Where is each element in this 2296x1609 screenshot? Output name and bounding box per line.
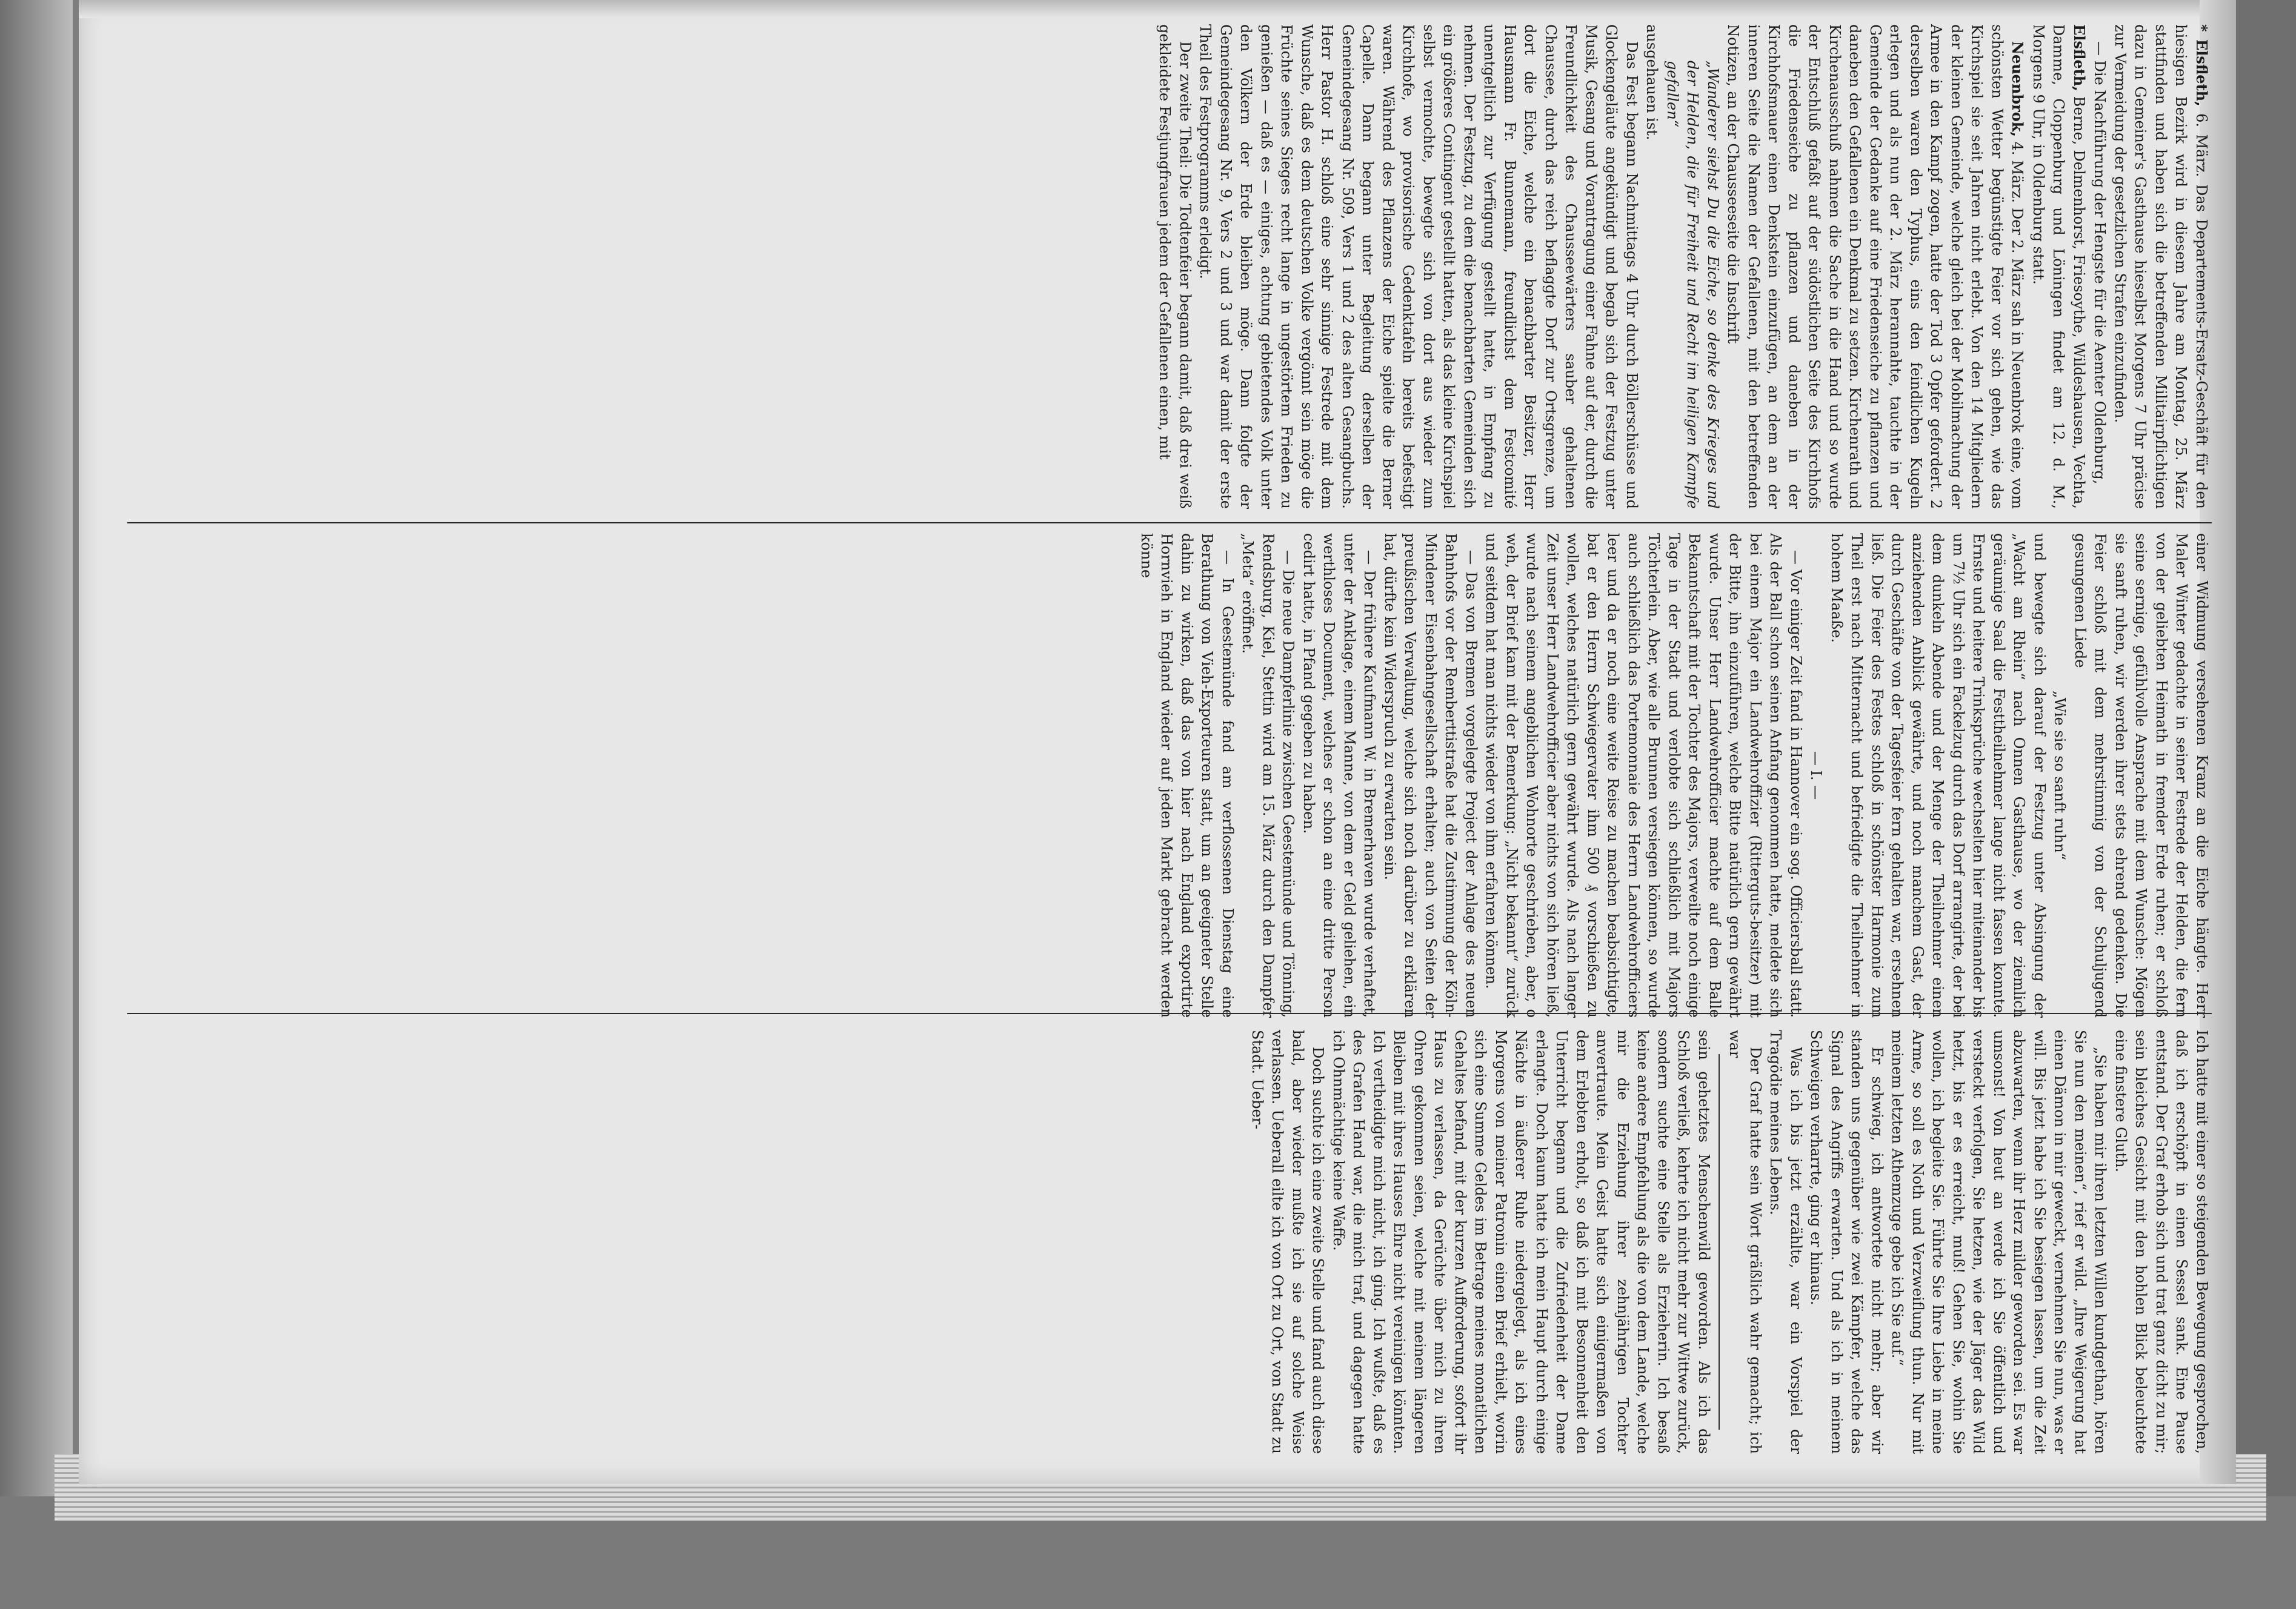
- dateline: Elsfleth,: [2071, 24, 2088, 91]
- article-todtenfeier: Der zweite Theil: Die Todtenfeier begann damit, daß drei weiß gekleidete Festjungfrauen jedem der Gefallenen einen, mit: [1156, 24, 1194, 509]
- dateline: Neuenbrok,: [2009, 41, 2027, 137]
- inscription-verse: „Wanderer siehst Du die Eiche, so denke des Krieges und der Helden, die für Freiheit und Recht im heiligen Kampfe gefallen“: [1664, 61, 1722, 509]
- article-hengste: — Die Nachführung der Hengste für die Aemter Oldenburg,: [2091, 41, 2109, 485]
- article-text: 4. März. Der 2. März sah in Neuenbrok eine, vom schönsten Wetter begünstigte Feier vor sich gehen, wie das Kirchspiel sie seit Jahren nicht erlebt. Von den 14 Mitgliedern der kleinen Gemeinde, welche gleich bei der Mobilmachung der Armee in den Kampf zogen, hatte der Tod 3 Opfer gefordert. 2 derselben waren den Typhus, eins den feindlichen Kugeln erlegen und als nun der 2. März herannahte, tauchte in der Gemeinde der Gedanke auf eine Friedenseiche zu pflanzen und daneben den Gefallenen ein Denkmal zu setzen. Kirchenrath und Kirchenausschuß nahmen die Sache in die Hand und so wurde der Entschluß gefaßt auf der südöstlichen Seite des Kirchhofs die Friedenseiche zu pflanzen und daneben in der Kirchhofsmauer einen Denkstein einzufügen, an dem an der inneren Seite die Namen der Gefallenen, mit den betreffenden Notizen, an der Chausseeseite die Inschrift: [1725, 24, 2026, 509]
- dateline: * Elsfleth,: [2193, 24, 2211, 107]
- book-binding-left: [0, 0, 73, 1609]
- book-binding-right: [2236, 0, 2296, 1609]
- song-title: „Wie sie so sanft ruhn“: [2051, 691, 2069, 860]
- article-bremen-bahnhof: — Das von Bremen vorgelegte Project der Anlage des neuen Bahnhofs vor der Remberttistraße hat die Zustimmung der Köln-Mindener Eisenbahngesellschaft erhalten; auch von Seiten der preußischen Verwaltung, welche sich noch darüber zu erklären hat, dürfte kein Widerspruch zu erwarten sein.: [1382, 533, 1480, 1018]
- column-3-feuilleton: [1247, 1030, 2212, 1454]
- article-hannover: — Vor einiger Zeit fand in Hannover ein sog. Officiersball statt. Als der Ball schon seinen Anfang genommen hatte, meldete sich bei einem Major ein Landwehroffizier (Ritterguts-besitzer) mit der Bitte, ihn einzuführen, welche Bitte natürlich gern gewährt wurde. Unser Herr Landwehrofficier machte auf dem Balle Bekanntschaft mit der Tochter des Majors, verweilte noch einige Tage in der Stadt und verlobte sich schließlich mit Majors Töchterlein. Aber, wie alle Brunnen versiegen können, so wurde auch schließlich das Portemonnaie des Herrn Landwehrofficiers leer und da er noch eine weite Reise zu machen beabsichtigte, bat er den Herrn Schwiegervater ihm 500 ₰ vorschießen zu wollen, welches natürlich gern gewährt wurde. Als nach langer Zeit unser Herr Landwehrofficier aber nichts von sich hören ließ, wurde nach seinem angeblichen Wohnorte geschrieben, aber, o weh, der Brief kam mit der Bemerkung: „Nicht bekannt“ zurück und seitdem hat man nichts wieder von ihm erfahren können.: [1483, 533, 1805, 1018]
- article-text: und bewegte sich darauf der Festzug unter Absingung der „Wacht am Rhein“ nach Onnen Gasthause, wo der ziemlich geräumige Saal die Festtheilnehmer lange nicht fassen konnte. Ernste und heitere Trinksprüche wechselten hier miteinander bis um 7½ Uhr sich ein Fackelzug durch das Dorf arrangirte, der bei dem dunkeln Abende und der Menge der Theilnehmer einen anziehenden Anblick gewährte, und noch manchem Gast, der durch Geschäfte von der Tagesfeier fern gehalten war, ersehnen ließ. Die Feier des Festes schloß in schönster Harmonie zum Theil erst nach Mitternacht und befriedigte die Theilnehmer in hohem Maaße.: [1828, 533, 2048, 1018]
- column-divider: [127, 522, 2212, 523]
- column-1: [1154, 24, 2212, 509]
- feuilleton-text: Er schwieg, ich antwortete nicht mehr; aber wir standen uns gegenüber wie zwei Kämpfer, welche das Signal des Angriffs erwarten. Und als ich in meinem Schweigen verharrte, ging er hinaus.: [1808, 1030, 1886, 1454]
- article-elsfleth-2: [2028, 24, 2090, 509]
- article-text: Berne, Delmenhorst, Friesoythe, Wildeshausen, Vechta, Damme, Cloppenburg und Löningen findet am 12. d. M., Morgens 9 Uhr, in Oldenburg statt.: [2030, 24, 2088, 509]
- article-bremerhaven: — Der frühere Kaufmann W. in Bremerhaven wurde verhaftet, unter der Anklage, einem Manne, von dem er Geld geliehen, ein werthloses Document, welches er schon an eine dritte Person cedirt hatte, in Pfand gegeben zu haben.: [1300, 533, 1379, 1018]
- article-text: ausgehauen ist.: [1643, 24, 1661, 141]
- feuilleton-text: sein gehetztes Menschenwild geworden. Als ich das Schloß verließ, kehrte ich nicht mehr zur Wittwe zurück, sondern suchte eine Stelle als Erzieherin. Ich besaß keine andere Empfehlung als die von dem Lande, welche mir die Erziehung ihrer zehnjährigen Tochter anvertraute. Mein Geist hatte sich einigermaßen von dem Erlebten erholt, so daß ich mit Besonnenheit den Unterricht begann und die Zufriedenheit der Dame erlangte. Doch kaum hatte ich mein Haupt durch einige Nächte in äußerer Ruhe niedergelegt, als ich eines Morgens von meiner Patronin einen Brief erhielt, worin sich eine Summe Geldes im Betrage meines monatlichen Gehaltes befand, mit der kurzen Aufforderung, sofort ihr Haus zu verlassen, da Gerüchte über mich zu ihren Ohren gekommen seien, welche mit meinem längeren Bleiben mit ihres Hauses Ehre nicht vereinigen könnten. Ich vertheidigte mich nicht, ich ging. Ich wußte, daß es des Grafen Hand war, die mich traf, und dagegen hatte ich Ohnmächtige keine Waffe.: [1330, 1030, 1712, 1454]
- article-continued: einer Widmung versehenen Kranz an die Eiche hängte. Herr Maler Winter gedachte in seiner Festrede der Helden, die fern von der geliebten Heimath in fremder Erde ruhen; er schloß seine sernige, gefühlvolle Ansprache mit dem Wunsche: Mögen sie sanft ruhen, wir werden ihrer stets ehrend gedenken. Die Feier schloß mit dem mehrstimmig von der Schuljugend gesungenen Liede: [2072, 533, 2211, 1018]
- column-2: [1136, 533, 2212, 1018]
- column-divider: [127, 1013, 2212, 1014]
- section-rule: [1719, 1054, 1720, 1430]
- feuilleton-text: Doch suchte ich eine zweite Stelle und fand auch diese bald, aber wieder mußte ich sie auf solche Weise verlassen. Ueberall eilte ich von Ort zu Ort, von Stadt zu Stadt. Ueber-: [1249, 1030, 1327, 1454]
- article-text: 6. März. Das Departements-Ersatz-Geschäft für den hiesigen Bezirk wird in diesem Jahre am Montag, 25. März stattfinden und haben sich die betreffenden Militairpflichtigen dazu in Gemeiner's Gasthause hieselbst Morgens 7 Uhr präcise zur Vermeidung der gesetzlichen Strafen einzufinden.: [2112, 24, 2210, 509]
- article-geestemuende: — In Geestemünde fand am verflossenen Dienstag eine Berathung von Vieh-Exporteuren statt, um an geeigneter Stelle dahin zu wirken, daß das von hier nach England exportirte Hornvieh in England wieder auf jeden Markt gebracht werden könne: [1138, 533, 1236, 1018]
- feuilleton-text: Was ich bis jetzt erzählte, war ein Vorspiel der Tragödie meines Lebens.: [1767, 1030, 1805, 1454]
- newspaper-page: [79, 0, 2236, 1484]
- feuilleton-text: Ich hatte mit einer so steigenden Bewegung gesprochen, daß ich erschöpft in einen Sessel sank. Eine Pause entstand. Der Graf erhob sich und trat ganz dicht zu mir; sein bleiches Gesicht mit den hohlen Blick beleuchtete eine finstere Gluth.: [2112, 1030, 2211, 1454]
- article-neuenbrok: [1723, 24, 2028, 509]
- article-elsfleth-1: [2110, 24, 2212, 509]
- rotated-page-content: [79, 0, 2236, 1478]
- article-fest: Das Fest begann Nachmittags 4 Uhr durch Böllerschüsse und Glockengeläute angekündigt und begab sich der Festzug unter Musik, Gesang und Vorantragung einer Fahne auf der, durch die Freundlichkeit des Chausseewärters sauber gehaltenen Chaussee, durch das reich beflaggte Dorf zur Ortsgrenze, um dort die Eiche, welche ein benachbarter Besitzer, Herr Hausmann Fr. Bunnemann, freundlichst dem Festcomité unentgeltlich zur Verfügung gestellt hatte, in Empfang zu nehmen. Der Festzug, zu dem die benachbarten Gemeinden sich ein größeres Contingent gestellt hatten, als das kleine Kirchspiel selbst vermochte, bewegte sich von dort aus wieder zum Kirchhofe, wo provisorische Gedenktafeln bereits befestigt waren. Während des Pflanzens der Eiche spielte die Berner Capelle. Dann begann unter Begleitung derselben der Gemeindegesang Nr. 509, Vers 1 und 2 des alten Gesangbuchs. Herr Pastor H. schloß eine sehr sinnige Festrede mit dem Wunsche, daß es dem deutschen Volke vergönnt sein möge die Früchte seines Sieges recht lange in ungestörtem Frieden zu genießen — daß es — einiges, achtung gebietendes Volk unter den Völkern der Erde bleiben möge. Dann folgte der Gemeindegesang Nr. 9, Vers 2 und 3 und war damit der erste Theil des Festprogramms erledigt.: [1197, 24, 1640, 509]
- article-dampferlinie: — Die neue Dampferlinie zwischen Geestemünde und Tönning, Rendsburg, Kiel, Stettin wird am 15. März durch den Dampfer „Meta“ eröffnet.: [1239, 533, 1297, 1018]
- signature: — I. —: [1808, 751, 1825, 800]
- feuilleton-text: „Sie haben mir ihren letzten Willen kundgethan, hören Sie nun den meinen“, rief er wild. „Ihre Weigerung hat einen Dämon in mir geweckt, vernehmen Sie nun, was er will. Bis jetzt habe ich Sie besiegen lassen, um die Zeit abzuwarten, wenn ihr Herz milder geworden sei. Es war umsonst! Von heut an werde ich Sie öffentlich und versteckt verfolgen, Sie hetzen, wie der Jäger das Wild hetzt, bis er es erreicht, muß! Gehen Sie, wohin Sie wollen, ich begleite Sie. Führte Sie Ihre Liebe in meine Arme, so soll es Noth und Verzweiflung thun. Nur mit meinem letzten Athemzuge gebe ich Sie auf.“: [1889, 1030, 2109, 1454]
- feuilleton-text: Der Graf hatte sein Wort gräßlich wahr gemacht; ich war: [1726, 1030, 1764, 1454]
